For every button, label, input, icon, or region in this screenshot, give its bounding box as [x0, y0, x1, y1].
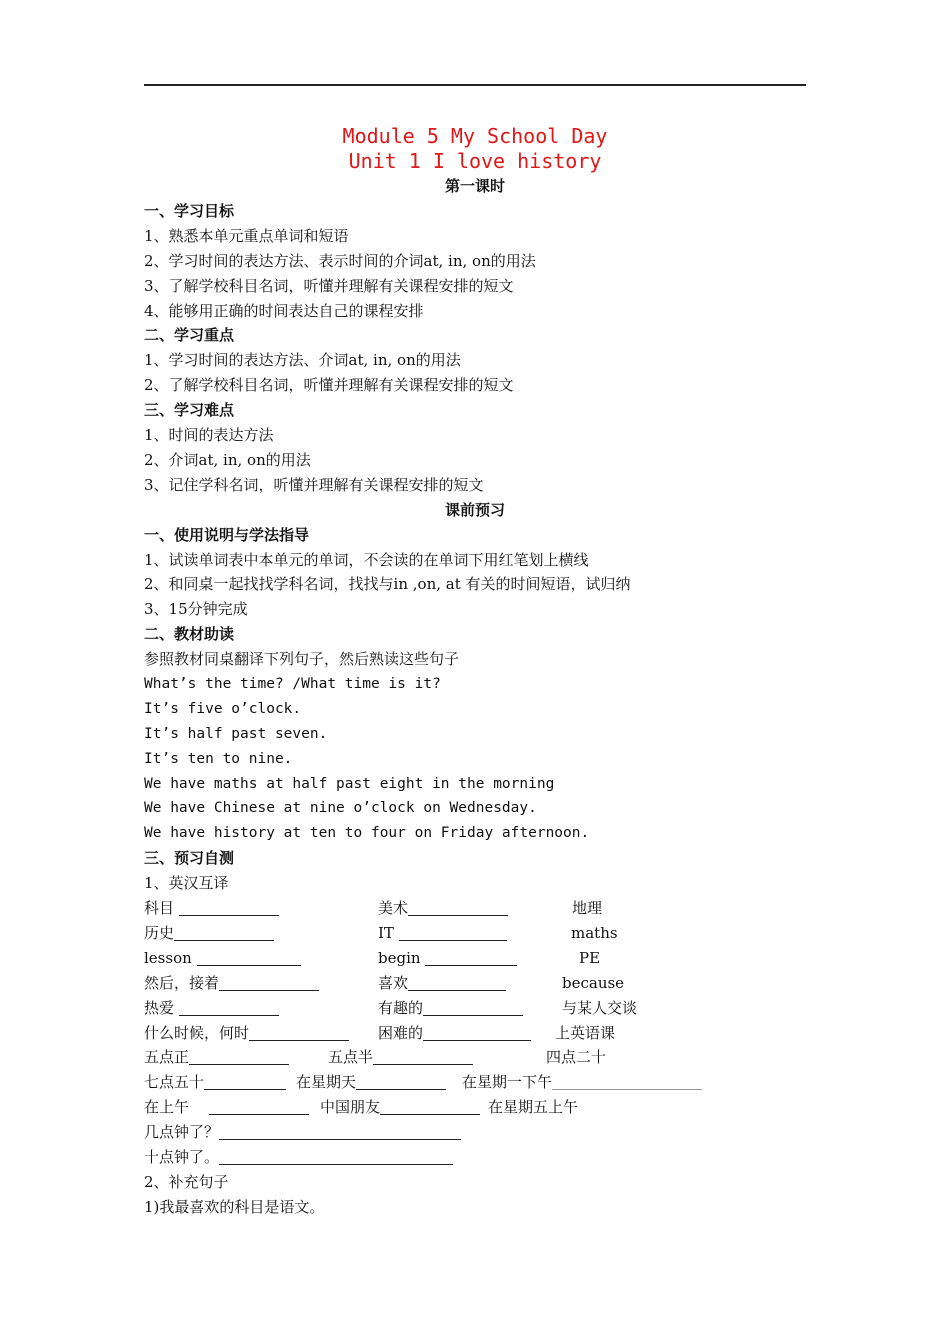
focus-item: 2、了解学校科目名词，听懂并理解有关课程安排的短文 — [144, 376, 514, 395]
section-heading-selftest: 三、预习自测 — [144, 849, 235, 868]
vocab-item: 喜欢 — [378, 971, 506, 996]
vocab-item: 历史 — [144, 921, 274, 946]
answer-blank[interactable] — [219, 1148, 453, 1165]
goal-item: 1、熟悉本单元重点单词和短语 — [144, 226, 349, 245]
vocab-item: lesson — [144, 946, 301, 971]
answer-blank[interactable] — [209, 1098, 309, 1115]
answer-blank[interactable] — [174, 924, 274, 941]
answer-blank[interactable] — [219, 974, 319, 991]
unit-title: Unit 1 I love history — [348, 149, 602, 173]
vocab-item: 十点钟了。 — [144, 1145, 453, 1170]
instruction-item: 1、试读单词表中本单元的单词，不会读的在单词下用红笔划上横线 — [144, 550, 589, 569]
answer-blank[interactable] — [423, 999, 523, 1016]
vocab-item: IT — [378, 921, 507, 946]
answer-blank[interactable] — [408, 899, 508, 916]
vocab-item: 科目 — [144, 896, 279, 921]
answer-blank[interactable] — [197, 949, 301, 966]
goal-item: 4、能够用正确的时间表达自己的课程安排 — [144, 301, 424, 320]
preview-label: 课前预习 — [444, 500, 505, 519]
subheading-complete-sentences: 2、补充句子 — [144, 1172, 229, 1191]
vocab-item: 然后，接着 — [144, 971, 319, 996]
vocab-item: 与某人交谈 — [562, 998, 638, 1017]
vocab-item: 七点五十 — [144, 1070, 286, 1095]
vocab-item: 什么时候，何时 — [144, 1021, 349, 1046]
vocab-item: 在星期天 — [296, 1070, 446, 1095]
reading-intro: 参照教材同桌翻译下列句子，然后熟读这些句子 — [144, 650, 460, 669]
answer-blank[interactable] — [552, 1073, 702, 1090]
sentence-line: We have maths at half past eight in the morning — [144, 775, 555, 792]
difficulty-item: 2、介词at, in, on的用法 — [144, 450, 311, 469]
section-heading-instructions: 一、使用说明与学法指导 — [144, 525, 310, 544]
sentence-line: It’s half past seven. — [144, 725, 328, 742]
difficulty-item: 1、时间的表达方法 — [144, 426, 274, 445]
vocab-row — [144, 946, 806, 971]
answer-blank[interactable] — [373, 1048, 473, 1065]
vocab-item: 有趣的 — [378, 996, 523, 1021]
difficulty-item: 3、记住学科名词，听懂并理解有关课程安排的短文 — [144, 475, 484, 494]
answer-blank[interactable] — [399, 924, 507, 941]
vocab-row — [144, 1145, 806, 1170]
sentence-line: We have history at ten to four on Friday afternoon. — [144, 825, 590, 842]
answer-blank[interactable] — [249, 1024, 349, 1041]
vocab-item: 上英语课 — [555, 1023, 616, 1042]
vocab-row — [144, 1021, 806, 1046]
vocab-item: 美术 — [378, 896, 508, 921]
vocab-row — [144, 1095, 806, 1120]
sentence-line: We have Chinese at nine o’clock on Wednesday. — [144, 800, 537, 817]
instruction-item: 2、和同桌一起找找学科名词，找找与in ,on, at 有关的时间短语，试归纳 — [144, 575, 631, 594]
vocab-row — [144, 921, 806, 946]
module-title: Module 5 My School Day — [342, 124, 608, 148]
answer-blank[interactable] — [189, 1048, 289, 1065]
vocab-item: 在上午 — [144, 1095, 309, 1120]
vocab-item: 五点正 — [144, 1045, 289, 1070]
answer-blank[interactable] — [423, 1024, 531, 1041]
sentence-line: What’s the time? /What time is it? — [144, 676, 441, 693]
worksheet — [144, 124, 806, 1220]
section-heading-goals: 一、学习目标 — [144, 202, 235, 220]
instruction-item: 3、15分钟完成 — [144, 600, 248, 619]
answer-blank[interactable] — [179, 999, 279, 1016]
section-heading-difficulty: 三、学习难点 — [144, 401, 235, 420]
vocab-item: because — [562, 973, 625, 992]
goal-item: 2、学习时间的表达方法、表示时间的介词at, in, on的用法 — [144, 251, 536, 270]
question-item: 1)我最喜欢的科目是语文。 — [144, 1197, 325, 1216]
vocab-item: 热爱 — [144, 996, 279, 1021]
vocab-item: 中国朋友 — [320, 1095, 480, 1120]
vocab-row — [144, 996, 806, 1021]
vocab-item: 四点二十 — [546, 1048, 607, 1067]
vocab-item: 困难的 — [378, 1021, 531, 1046]
vocab-row — [144, 1070, 806, 1095]
subheading-translation: 1、英汉互译 — [144, 874, 229, 893]
answer-blank[interactable] — [179, 899, 279, 916]
answer-blank[interactable] — [425, 949, 517, 966]
vocab-item: 在星期一下午 — [462, 1070, 702, 1095]
focus-item: 1、学习时间的表达方法、介词at, in, on的用法 — [144, 351, 461, 370]
goal-item: 3、了解学校科目名词，听懂并理解有关课程安排的短文 — [144, 276, 514, 295]
answer-blank[interactable] — [356, 1073, 446, 1090]
answer-blank[interactable] — [204, 1073, 286, 1090]
vocab-item: 地理 — [572, 899, 603, 918]
vocab-item: 五点半 — [328, 1045, 473, 1070]
lesson-label: 第一课时 — [444, 177, 505, 195]
vocab-item: begin — [378, 946, 517, 971]
vocab-item: maths — [571, 923, 618, 942]
answer-blank[interactable] — [219, 1123, 461, 1140]
vocab-row — [144, 1120, 806, 1145]
vocab-row — [144, 971, 806, 996]
section-heading-reading: 二、教材助读 — [144, 625, 235, 644]
header-rule — [144, 84, 806, 86]
sentence-line: It’s five o’clock. — [144, 700, 302, 717]
vocab-row — [144, 896, 806, 921]
vocab-item: 几点钟了？ — [144, 1120, 461, 1145]
answer-blank[interactable] — [380, 1098, 480, 1115]
vocab-item: PE — [579, 948, 601, 967]
sentence-line: It’s ten to nine. — [144, 750, 293, 767]
vocab-row — [144, 1045, 806, 1070]
section-heading-focus: 二、学习重点 — [144, 326, 235, 345]
vocab-item: 在星期五上午 — [488, 1098, 579, 1117]
answer-blank[interactable] — [408, 974, 506, 991]
